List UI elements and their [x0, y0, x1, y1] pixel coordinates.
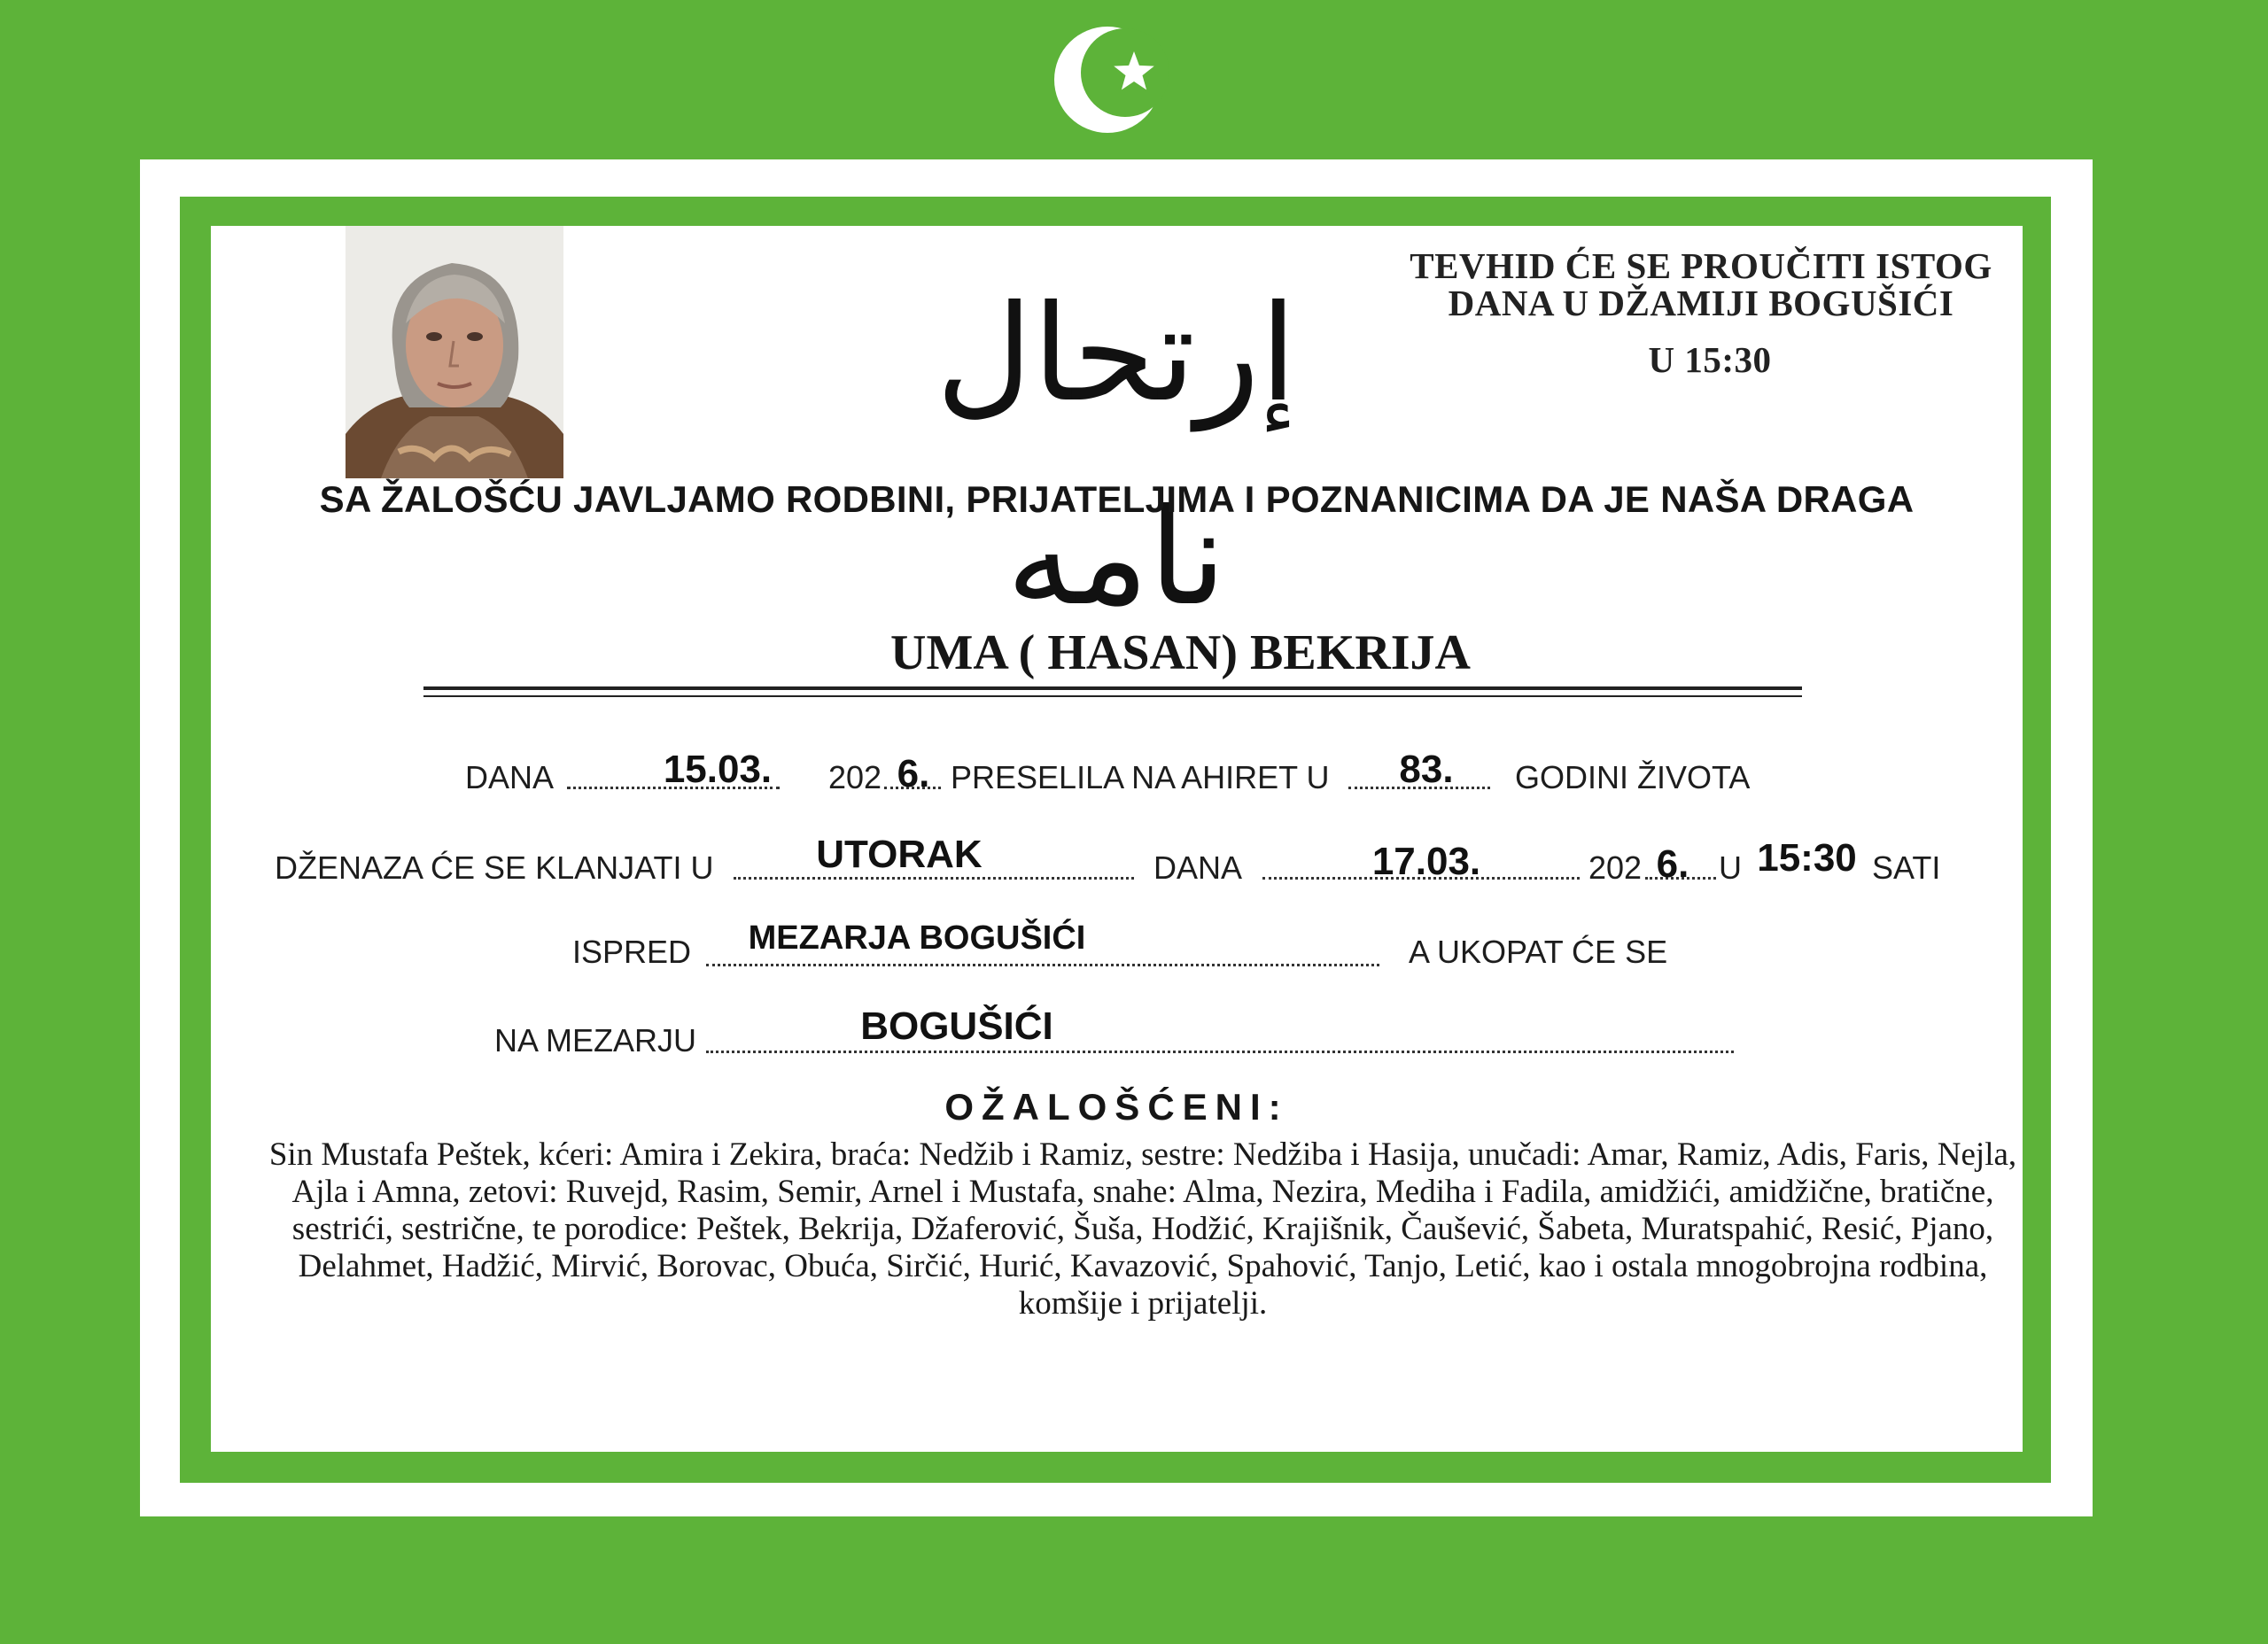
funeral-date: 17.03.	[1371, 840, 1481, 883]
name-underline-thin	[423, 695, 1802, 697]
label-year-prefix: 202	[828, 759, 882, 795]
death-year-suffix: 6.	[897, 752, 930, 795]
dotted-line	[706, 1051, 1734, 1053]
funeral-year-suffix: 6.	[1656, 842, 1689, 886]
mourners-list: Sin Mustafa Peštek, kćeri: Amira i Zekira, braća: Nedžib i Ramiz, sestre: Nedžiba i Hasija, unučadi: Amar, Ramiz, Adis, Faris, Nejla, Ajla i Amna, zetovi: Ruvejd, Rasim, Semir, Arnel i Mustafa, snahe: Alma, Nezira, Mediha i Fadila, amidžići, amidžične, bratične, sestrići, sestrične, te porodice: Peštek, Bekrija, Džaferović, Šuša, Hodžić, Krajišnik, Čaušević, Šabeta, Muratspahić, Resić, Pjano, Delahmet, Hadžić, Mirvić, Borovac, Obuća, Sirčić, Hurić, Kavazović, Spahović, Tanjo, Letić, kao i ostala mnogobrojna rodbina, komšije i prijatelji.	[268, 1136, 2017, 1322]
name-underline	[423, 686, 1802, 690]
death-date: 15.03.	[663, 748, 773, 791]
intro-line: SA ŽALOŠĆU JAVLJAMO RODBINI, PRIJATELJIMA I POZNANICIMA DA JE NAŠA DRAGA	[319, 478, 1915, 520]
dotted-line	[706, 964, 1379, 966]
label-dana-2: DANA	[1153, 849, 1243, 886]
label-year-prefix-2: 202	[1588, 849, 1643, 886]
deceased-name: UMA ( HASAN) BEKRIJA	[890, 625, 1471, 680]
cemetery-name: BOGUŠIĆI	[860, 1004, 1053, 1048]
funeral-day: UTORAK	[816, 833, 983, 876]
label-u: U	[1719, 849, 1742, 886]
label-dana: DANA	[465, 759, 555, 795]
mourners-heading: OŽALOŠĆENI:	[944, 1086, 1289, 1128]
age-value: 83.	[1399, 748, 1454, 791]
arabic-title: إرتحال نامه	[936, 277, 1297, 635]
portrait-photo	[346, 226, 563, 478]
crescent-star-icon	[1045, 16, 1178, 140]
label-godini: GODINI ŽIVOTA	[1515, 759, 1751, 795]
label-ispred: ISPRED	[572, 934, 692, 970]
dotted-line	[734, 877, 1134, 880]
tevhid-line-2: DANA U DŽAMIJI BOGUŠIĆI	[1448, 283, 1954, 323]
tevhid-time: U 15:30	[1648, 339, 1772, 380]
label-ukopat: A UKOPAT ĆE SE	[1409, 934, 1668, 970]
tevhid-line-1: TEVHID ĆE SE PROUČITI ISTOG	[1410, 245, 1992, 286]
funeral-place: MEZARJA BOGUŠIĆI	[748, 919, 1086, 957]
label-na-mezarju: NA MEZARJU	[494, 1022, 697, 1059]
label-dzenaza: DŽENAZA ĆE SE KLANJATI U	[275, 849, 714, 886]
label-preselila: PRESELILA NA AHIRET U	[951, 759, 1330, 795]
funeral-time: 15:30	[1757, 836, 1857, 880]
label-sati: SATI	[1872, 849, 1941, 886]
